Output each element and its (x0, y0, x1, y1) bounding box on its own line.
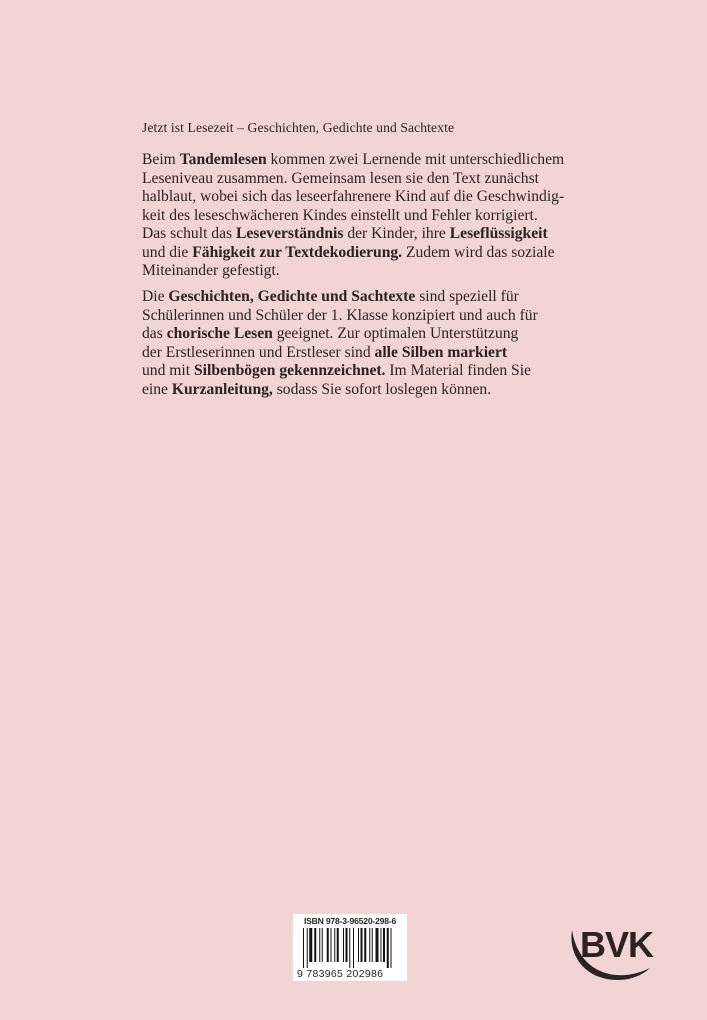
barcode-bar (383, 928, 385, 962)
text-line (142, 362, 538, 381)
bold-term: alle Silben markiert (374, 343, 508, 361)
text-line (142, 325, 538, 344)
barcode-bar (369, 928, 370, 962)
text-line (142, 244, 564, 263)
logo-text: BVK (580, 924, 654, 965)
text-segment: keit des leseschwächeren Kindes einstellt und Fehler korrigiert. (142, 206, 538, 224)
isbn-barcode (293, 914, 407, 981)
text-segment: halblaut, wobei sich das leseerfahrenere Kind auf die Geschwindig- (142, 188, 565, 206)
barcode-bar (391, 928, 392, 968)
text-segment: sodass Sie sofort loslegen können. (272, 380, 492, 398)
barcode-bar (331, 928, 332, 962)
text-segment: das (142, 325, 167, 343)
text-segment: kommen zwei Lernende mit unterschiedlichem (266, 151, 565, 168)
text-line (142, 225, 564, 244)
text-line (142, 151, 564, 170)
text-segment: Schülerinnen und Schüler der 1. Klasse konzipiert und auch für (142, 306, 538, 324)
barcode-bar (337, 928, 339, 962)
barcode-bar (319, 928, 320, 962)
barcode-bar (309, 928, 312, 962)
barcode-bar (387, 928, 389, 968)
text-line (142, 288, 538, 307)
bold-term: Kurzanleitung, (171, 380, 273, 398)
barcode-bar (364, 928, 366, 962)
barcode-bar (327, 928, 329, 962)
ean-number: 9 783965 202986 (297, 968, 384, 980)
text-segment: sind speziell für (415, 288, 519, 305)
text-segment: Beim (142, 151, 180, 168)
text-segment: eine (142, 380, 172, 398)
text-segment: geeignet. Zur optimalen Unterstützung (272, 325, 519, 343)
text-line (142, 307, 538, 326)
text-segment: Zudem wird das soziale (402, 243, 555, 261)
bold-term: Tandemlesen (179, 151, 267, 168)
text-line (142, 381, 538, 400)
text-line (142, 344, 538, 363)
barcode-bar (376, 928, 379, 962)
text-line (142, 170, 564, 189)
text-line (142, 188, 564, 207)
text-segment: Das schult das (142, 225, 236, 243)
barcode-bar (353, 928, 354, 968)
barcode-bar (314, 928, 316, 962)
bold-term: Leseflüssigkeit (449, 225, 548, 243)
barcode-bars (303, 928, 401, 968)
barcode-bar (361, 928, 363, 962)
text-line (142, 262, 564, 281)
barcode-bar (349, 928, 350, 968)
bold-term: Fähigkeit zur Textdekodierung. (192, 243, 403, 261)
text-segment: Leseniveau zusammen. Gemeinsam lesen sie den Text zunächst (142, 169, 539, 187)
barcode-bar (303, 928, 304, 968)
bold-term: chorische Lesen (166, 325, 273, 343)
barcode-bar (322, 928, 323, 962)
text-segment: Im Material finden Sie (385, 362, 531, 380)
text-segment: Die (142, 288, 169, 305)
paragraph-materials (142, 288, 538, 399)
text-segment: und mit (142, 362, 194, 380)
barcode-bar (346, 928, 348, 962)
barcode-bar (334, 928, 335, 962)
text-segment: der Kinder, ihre (343, 225, 450, 243)
publisher-logo (566, 924, 656, 984)
text-segment: und die (142, 243, 193, 261)
barcode-bar (343, 928, 344, 962)
bold-term: Silbenbögen gekennzeichnet. (193, 362, 386, 380)
barcode-bar (381, 928, 382, 962)
blurb-title: Jetzt ist Lesezeit – Geschichten, Gedichte und Sachtexte (142, 120, 455, 135)
isbn-text: ISBN 978-3-96520-298-6 (303, 916, 397, 926)
bold-term: Leseverständnis (235, 225, 344, 243)
text-segment: Miteinander gefestigt. (142, 262, 280, 280)
text-segment: der Erstleserinnen und Erstleser sind (142, 343, 375, 361)
paragraph-tandemlesen (142, 151, 564, 281)
barcode-bar (372, 928, 373, 962)
barcode-bar (307, 928, 308, 968)
text-line (142, 207, 564, 226)
barcode-bar (358, 928, 359, 962)
bold-term: Geschichten, Gedichte und Sachtexte (168, 288, 416, 305)
